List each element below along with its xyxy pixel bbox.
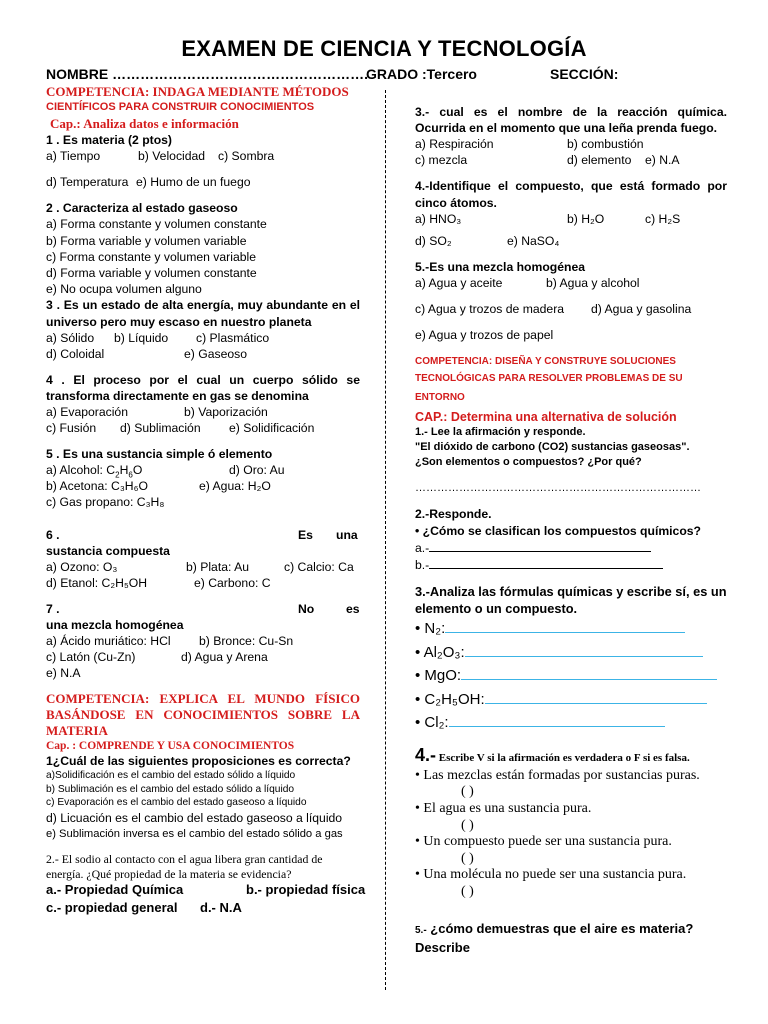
option: a) Alcohol: $C_2H_6O$ [46, 463, 143, 480]
question-r4-options [415, 211, 727, 227]
question-3: 3 . Es un estado de alta energía, muy abundante en el universo pero muy escaso en nuestro planeta [46, 298, 360, 329]
competency-3-heading-end: ENTORNO [415, 392, 465, 404]
competency-3-heading: COMPETENCIA: DISEÑA Y CONSTRUYE SOLUCIONES [415, 356, 676, 368]
question-7-options-2 [46, 649, 360, 665]
question-r3-options-2 [415, 152, 727, 168]
competency-2-heading: COMPETENCIA: EXPLICA EL MUNDO FÍSICO BASÁNDOSE EN CONOCIMIENTOS SOBRE LA MATERIA [46, 691, 360, 739]
formula-item [415, 641, 727, 665]
option: d.- N.A [200, 900, 242, 916]
formula-answer-line[interactable] [465, 643, 703, 657]
right-column [415, 104, 727, 956]
task-1-question: ¿Son elementos o compuestos? ¿Por qué? [415, 456, 642, 469]
grade-label: GRADO :Tercero [366, 66, 477, 82]
option: c) Gas propano: C₃H₈ [46, 495, 165, 510]
question-3-options-2 [46, 346, 360, 362]
option: a) Ozono: O₃ [46, 559, 118, 574]
competency-1-heading-cont: CIENTÍFICOS PARA CONSTRUIR CONOCIMIENTOS [46, 101, 315, 113]
statement: • El agua es una sustancia pura. [415, 800, 592, 816]
option: b) H₂O [567, 211, 605, 226]
task-3: 3.-Analiza las fórmulas químicas y escribe sí, es un elemento o un compuesto. [415, 584, 727, 617]
question-r4: 4.-Identifique el compuesto, que está formado por cinco átomos. [415, 179, 727, 210]
option: a) Ácido muriático: HCl [46, 634, 171, 649]
option: d) Agua y Arena [181, 650, 268, 665]
question-7-word: es [346, 601, 360, 616]
task-4-instruction: Escribe V si la afirmación es verdadera o F si es falsa. [436, 751, 690, 764]
answer-b-line[interactable] [429, 556, 663, 569]
task-2-answer-b[interactable] [415, 556, 727, 573]
option: b) Líquido [114, 330, 169, 345]
option: e) Carbono: C [194, 575, 271, 590]
statement: • Una molécula no puede ser una sustancia pura. [415, 867, 687, 883]
question-6-word: Es [298, 527, 313, 542]
formula-label: • N₂: [415, 620, 446, 638]
task-5-number: 5.- [415, 925, 427, 937]
task-2-answer-a[interactable] [415, 539, 727, 556]
task-1: 1.- Lee la afirmación y responde. [415, 426, 586, 439]
answer-parens[interactable]: ( ) [461, 817, 474, 833]
option: e) Solidificación [229, 421, 315, 436]
question-r5-options [415, 275, 727, 291]
question-r3-options [415, 136, 727, 152]
formula-label: • C₂H₅OH: [415, 690, 485, 708]
task-2-question: • ¿Cómo se clasifican los compuestos químicos? [415, 523, 702, 538]
option: e) N.A [645, 153, 680, 168]
option: d) Sublimación [120, 421, 201, 436]
question-5-options [46, 462, 360, 478]
option: b) Plata: Au [186, 559, 250, 574]
task-1-answer-line[interactable]: …………………………………………………………………… [415, 482, 701, 495]
option: a) Sólido [46, 330, 95, 345]
option: b.- propiedad física [246, 882, 366, 898]
formula-label: • MgO: [415, 667, 462, 685]
option: b) Forma variable y volumen variable [46, 233, 247, 248]
task-4 [415, 745, 727, 768]
question-r4-options-2 [415, 233, 727, 249]
question-7-options [46, 633, 360, 649]
formula-answer-line[interactable] [461, 666, 717, 680]
option: c) mezcla [415, 153, 468, 168]
question-5-options-2 [46, 478, 360, 494]
option: c) Latón (Cu-Zn) [46, 650, 136, 665]
option: a) Respiración [415, 137, 494, 152]
option: e) Agua: H₂O [199, 479, 271, 494]
option: e) Gaseoso [184, 346, 248, 361]
question-5: 5 . Es una sustancia simple ó elemento [46, 447, 273, 462]
option: b) Sublimación es el cambio del estado sólido a líquido [46, 783, 295, 795]
name-field-label: NOMBRE ………………………………………………. [46, 66, 368, 82]
left-column [46, 84, 366, 918]
question-7-word: No [298, 601, 315, 616]
question-r3: 3.- cual es el nombre de la reacción química. Ocurrida en el momento que una leña prenda fuego. [415, 105, 727, 136]
option: c) Calcio: Ca [284, 559, 354, 574]
question-6-options-2 [46, 575, 360, 591]
option: c.- propiedad general [46, 900, 178, 916]
option: d) Temperatura [46, 175, 129, 190]
option: d) Etanol: C₂H₅OH [46, 575, 148, 590]
option: a) Forma constante y volumen constante [46, 217, 267, 232]
task-5 [415, 920, 727, 956]
question-4: 4 . El proceso por el cual un cuerpo sólido se transforma directamente en gas se denomina [46, 372, 360, 404]
formula-label: • Al₂O₃: [415, 643, 465, 661]
option: c) Agua y trozos de madera [415, 302, 565, 317]
answer-parens[interactable]: ( ) [461, 850, 474, 866]
option: b) Vaporización [184, 405, 268, 420]
option: d) Licuación es el cambio del estado gaseoso a líquido [46, 810, 343, 825]
statement: • Las mezclas están formadas por sustancias puras. [415, 767, 700, 783]
question-6-text: sustancia compuesta [46, 543, 170, 558]
true-false-list [415, 768, 727, 901]
answer-parens[interactable]: ( ) [461, 784, 474, 800]
question-6 [46, 527, 360, 543]
option: c) Fusión [46, 421, 97, 436]
question-9-options [46, 882, 366, 900]
option: c) H₂S [645, 211, 681, 226]
question-1: 1 . Es materia (2 ptos) [46, 133, 172, 147]
answer-a-label: a.- [415, 540, 430, 555]
competency-1-heading: COMPETENCIA: INDAGA MEDIANTE MÉTODOS [46, 84, 349, 99]
option: c) Plasmático [196, 330, 270, 345]
option: d) SO₂ [415, 233, 452, 248]
option: d) Coloidal [46, 346, 105, 361]
task-3-formulas [415, 617, 727, 735]
question-4-options [46, 404, 360, 420]
option: c) Forma constante y volumen variable [46, 249, 256, 264]
option: e) Agua y trozos de papel [415, 328, 554, 343]
formula-item [415, 688, 727, 712]
question-7-text: una mezcla homogénea [46, 617, 184, 632]
task-4-number: 4.- [415, 744, 437, 765]
option: e) Humo de un fuego [136, 175, 251, 190]
option: a.- Propiedad Química [46, 882, 184, 898]
option: d) Oro: Au [229, 463, 285, 478]
option: b) Agua y alcohol [546, 276, 640, 291]
column-divider [385, 90, 386, 990]
option: b) Acetona: C₃H₆O [46, 479, 149, 494]
option: e) N.A [46, 666, 81, 681]
question-1-options-2 [46, 174, 360, 190]
option: a) HNO₃ [415, 211, 462, 226]
question-9: 2.- El sodio al contacto con el agua libera gran cantidad de energía. ¿Qué propiedad de la materia se evidencia? [46, 852, 323, 882]
option: e) Sublimación inversa es el cambio del estado sólido a gas [46, 828, 343, 841]
option: e) No ocupa volumen alguno [46, 282, 202, 297]
question-6-options [46, 559, 360, 575]
exam-title: EXAMEN DE CIENCIA Y TECNOLOGÍA [181, 36, 587, 61]
question-2: 2 . Caracteriza al estado gaseoso [46, 201, 238, 216]
option: d) Forma variable y volumen constante [46, 266, 257, 281]
option: b) combustión [567, 137, 644, 152]
task-2: 2.-Responde. [415, 507, 492, 522]
question-4-options-2 [46, 420, 360, 436]
capacity-3: CAP.: Determina una alternativa de solución [415, 410, 677, 425]
option: c) Evaporación es el cambio del estado gaseoso a líquido [46, 797, 307, 809]
answer-b-label: b.- [415, 558, 430, 573]
option: a) Tiempo [46, 149, 101, 164]
option: e) NaSO₄ [507, 233, 560, 248]
option-alcohol-label: a) Alcohol: C [46, 463, 116, 478]
task-5-question: ¿cómo demuestras que el aire es materia? Describe [415, 921, 694, 956]
option: b) Velocidad [138, 149, 206, 164]
option: b) Bronce: Cu-Sn [199, 634, 294, 649]
task-1-statement: "El dióxido de carbono (CO2) sustancias gaseosas". [415, 441, 690, 454]
formula-item [415, 617, 727, 641]
statement: • Un compuesto puede ser una sustancia pura. [415, 834, 672, 850]
header-row [46, 66, 746, 86]
question-6-word: una [336, 527, 358, 542]
question-1-options [46, 148, 360, 164]
option: d) elemento [567, 153, 632, 168]
option: a)Solidificación es el cambio del estado sólido a líquido [46, 770, 296, 782]
question-6-number: 6 . [46, 527, 60, 542]
option: c) Sombra [218, 149, 275, 164]
question-3-options [46, 330, 360, 346]
capacity-1: Cap.: Analiza datos e información [50, 116, 239, 131]
question-7 [46, 601, 360, 617]
formula-label: • Cl₂: [415, 714, 449, 732]
question-9-options-2 [46, 900, 360, 918]
formula-answer-line[interactable] [445, 619, 685, 633]
question-7-number: 7 . [46, 601, 60, 616]
option: a) Evaporación [46, 405, 128, 420]
answer-a-line[interactable] [429, 539, 651, 552]
capacity-2: Cap. : COMPRENDE Y USA CONOCIMIENTOS [46, 740, 295, 753]
formula-answer-line[interactable] [449, 713, 665, 727]
option: d) Agua y gasolina [591, 302, 692, 317]
question-r5-options-2 [415, 301, 727, 317]
formula-answer-line[interactable] [485, 690, 707, 704]
formula-item [415, 711, 727, 735]
option: a) Agua y aceite [415, 276, 503, 291]
section-label: SECCIÓN: [550, 66, 619, 82]
question-r5: 5.-Es una mezcla homogénea [415, 259, 586, 274]
answer-parens[interactable]: ( ) [461, 883, 474, 899]
competency-3-heading-cont: TECNOLÓGICAS PARA RESOLVER PROBLEMAS DE SU [415, 373, 683, 385]
formula-item [415, 664, 727, 688]
question-8: 1¿Cuál de las siguientes proposiciones es correcta? [46, 754, 351, 769]
